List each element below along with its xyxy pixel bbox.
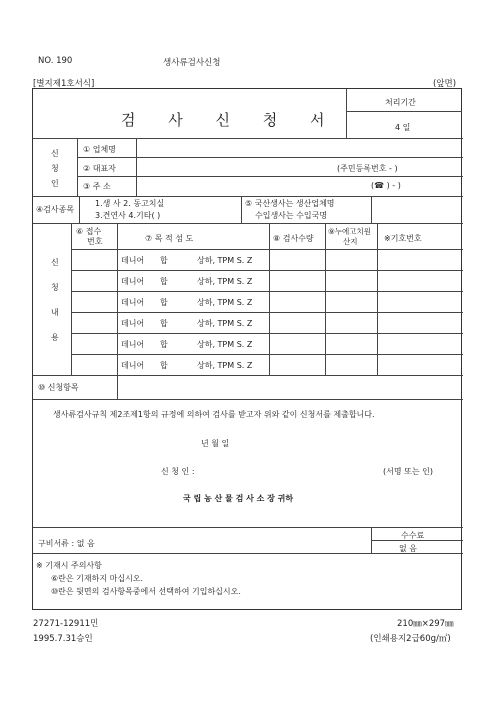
address-label: ③ 주 소 bbox=[83, 182, 111, 191]
col-purpose: ⑦ 목 적 섬 도 bbox=[145, 234, 194, 243]
row-1-grade: 상하, TPM S. Z bbox=[197, 256, 253, 265]
inspection-type-options-1: 1.생 사 2. 동고치실 bbox=[95, 199, 165, 208]
paper-size: 210㎜×297㎜ bbox=[397, 619, 454, 629]
row-6-hap: 합 bbox=[160, 361, 168, 370]
paper-spec: (인쇄용지2급60g/㎡) bbox=[370, 634, 451, 644]
inspection-type-options-2: 3.견연사 4.기타( ) bbox=[95, 211, 161, 220]
content-label-1: 신 bbox=[51, 258, 59, 267]
form-code: 27271-12911민 bbox=[33, 619, 99, 629]
attachments: 구비서류 : 없 음 bbox=[38, 539, 95, 548]
applicant-label-3: 인 bbox=[51, 179, 59, 188]
note-6: ⑥란은 기재하지 마십시오. bbox=[51, 574, 144, 583]
inspection-type-label: ④검사종목 bbox=[36, 205, 75, 214]
origin-note-line-2: 수입생사는 수입국명 bbox=[255, 211, 328, 220]
content-label-2: 청 bbox=[51, 283, 59, 292]
processing-period-value: 4 일 bbox=[395, 123, 411, 132]
applicant-label-1: 신 bbox=[51, 149, 59, 158]
content-label-3: 내 bbox=[51, 308, 59, 317]
processing-period-label: 처리기간 bbox=[385, 98, 416, 107]
row-2-grade: 상하, TPM S. Z bbox=[197, 277, 253, 286]
application-form bbox=[32, 88, 462, 610]
col-mark-number: ※기호번호 bbox=[384, 234, 422, 243]
company-name-label: ① 업체명 bbox=[83, 145, 116, 154]
applicant-sign-label: 신 청 인 : bbox=[161, 467, 195, 476]
form-title: 검 사 신 청 서 bbox=[121, 111, 339, 129]
notes-title: ※ 기재시 주의사항 bbox=[36, 561, 102, 570]
phone-label: (☎ ) - ) bbox=[371, 181, 401, 190]
col-origin-2: 산지 bbox=[343, 237, 358, 246]
approval-date: 1995.7.31승인 bbox=[33, 634, 93, 644]
origin-note-line-1: ⑤ 국산생사는 생산업체명 bbox=[245, 199, 335, 208]
row-5-grade: 상하, TPM S. Z bbox=[197, 340, 253, 349]
row-4-hap: 합 bbox=[160, 319, 168, 328]
row-1-unit: 데니어 bbox=[121, 256, 145, 265]
resident-number-label: (주민등록번호 - ) bbox=[337, 164, 398, 173]
row-5-unit: 데니어 bbox=[121, 340, 145, 349]
fee-label: 수수료 bbox=[401, 531, 425, 540]
doc-title: 생사류검사신청 bbox=[163, 58, 221, 68]
row-3-hap: 합 bbox=[160, 298, 168, 307]
requested-items-label: ⑩ 신청항목 bbox=[38, 383, 79, 392]
col-receipt-2: 번호 bbox=[87, 237, 103, 246]
statement-text: 생사류검사규칙 제2조제1항의 규정에 의하여 검사를 받고자 위와 같이 신청서를 제출합니다. bbox=[53, 410, 375, 419]
row-5-hap: 합 bbox=[160, 340, 168, 349]
form-reference: [별지제1호서식] bbox=[33, 79, 95, 89]
date-line: 년 월 일 bbox=[201, 439, 230, 448]
row-6-grade: 상하, TPM S. Z bbox=[197, 361, 253, 370]
row-2-hap: 합 bbox=[160, 277, 168, 286]
row-3-grade: 상하, TPM S. Z bbox=[197, 298, 253, 307]
addressee: 국 립 농 산 물 검 사 소 장 귀하 bbox=[183, 494, 294, 503]
page-side: (앞면) bbox=[433, 79, 457, 89]
fee-value: 없 음 bbox=[399, 544, 417, 553]
row-6-unit: 데니어 bbox=[121, 361, 145, 370]
content-label-4: 용 bbox=[51, 333, 59, 342]
row-2-unit: 데니어 bbox=[121, 277, 145, 286]
note-10: ⑩란은 뒷면의 검사항목중에서 선택하여 기입하십시오. bbox=[51, 587, 241, 596]
representative-label: ② 대표자 bbox=[83, 164, 116, 173]
applicant-label-2: 청 bbox=[51, 164, 59, 173]
doc-number: NO. 190 bbox=[38, 56, 73, 66]
col-receipt-1: ⑥ 접수 bbox=[76, 227, 102, 236]
row-4-unit: 데니어 bbox=[121, 319, 145, 328]
row-3-unit: 데니어 bbox=[121, 298, 145, 307]
col-quantity: ⑧ 검사수량 bbox=[273, 234, 314, 243]
col-origin-1: ⑨누에고치원 bbox=[328, 227, 371, 236]
row-4-grade: 상하, TPM S. Z bbox=[197, 319, 253, 328]
sign-note: (서명 또는 인) bbox=[383, 467, 433, 476]
row-1-hap: 합 bbox=[160, 256, 168, 265]
